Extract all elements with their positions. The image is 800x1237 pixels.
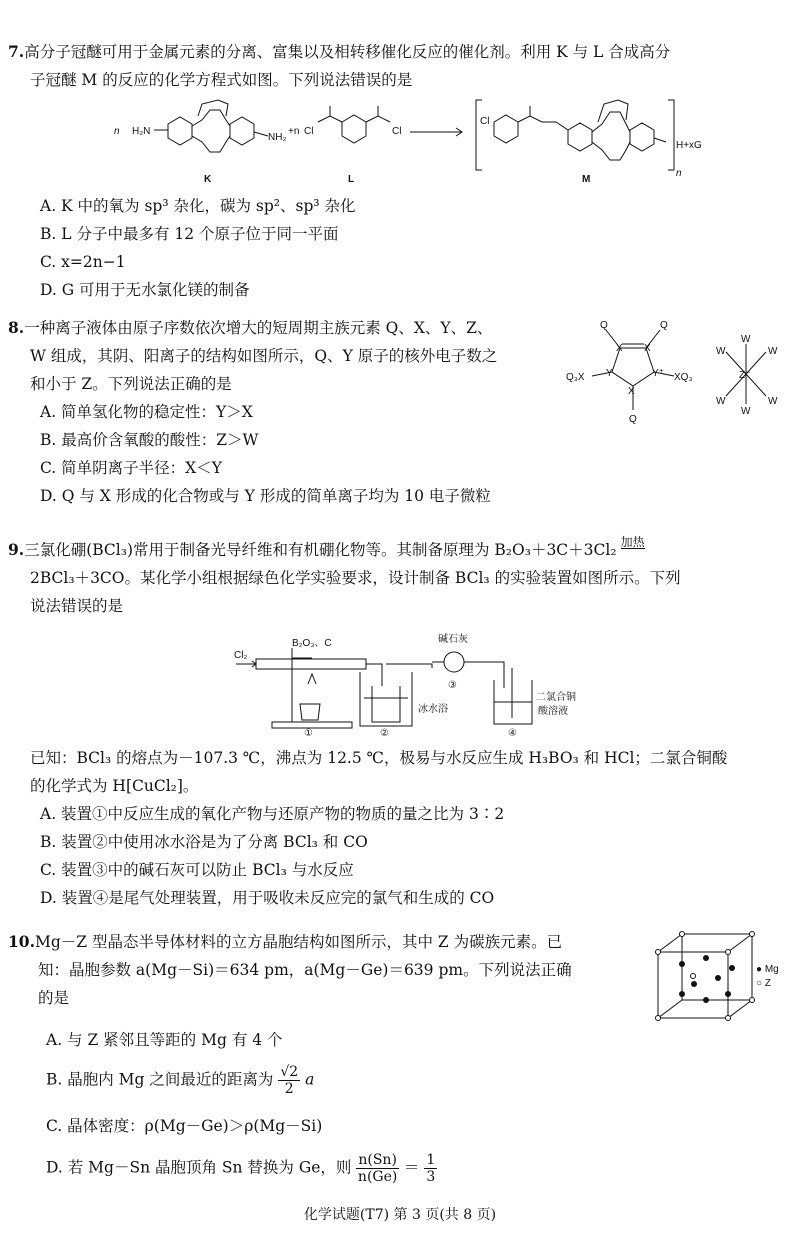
compound-label-l: L [348,174,355,185]
option-a: A. 简单氢化物的稳定性：Y＞X [40,403,253,421]
atom-label: W [716,396,726,407]
option-c: C. 晶体密度：ρ(Mg－Ge)＞ρ(Mg－Si) [46,1117,323,1135]
atom-label: W [741,406,751,417]
question-9-known [8,744,788,912]
page-footer: 化学试题(T7) 第 3 页(共 8 页) [303,1207,497,1223]
compound-label-m: M [582,174,591,185]
condition-label: 加热 [620,535,645,549]
option-d: D. G 可用于无水氯化镁的制备 [40,281,250,299]
apparatus-number: ③ [448,680,457,691]
repeat-label: n [676,168,682,179]
apparatus-number: ④ [508,728,517,738]
question-stem: 2BCl₃＋3CO。某化学小组根据绿色化学实验要求，设计制备 BCl₃ 的实验装置如图所示。下列 [30,569,681,587]
atom-label: Z⁻ [739,370,751,381]
chlorine-label: Cl [480,116,490,127]
ice-bath-label: 冰水浴 [418,704,448,715]
option-b: B. 最高价含氧酸的酸性：Z＞W [40,431,259,449]
question-stem: 一种离子液体由原子序数依次增大的短周期主族元素 Q、X、Y、Z、 [24,319,493,337]
amine-label: H₂N [132,126,151,137]
option-a: A. 装置①中反应生成的氧化产物与还原产物的物质的量之比为 3∶2 [40,805,505,823]
amine-label: NH₂ [268,132,287,143]
option-d: D. 装置④是尾气处理装置，用于吸收未反应完的氯气和生成的 CO [40,889,495,907]
soda-lime-label: 碱石灰 [438,634,468,645]
solution-label: 酸溶液 [538,706,568,717]
question-9 [8,536,788,620]
chlorine-label: Cl [304,126,314,137]
legend-z: ○ Z [756,978,771,989]
atom-label: X [628,386,635,397]
question-stem: 高分子冠醚可用于金属元素的分离、富集以及相转移催化反应的催化剂。利用 K 与 L 合成高分 [24,43,671,61]
question-stem: 和小于 Z。下列说法正确的是 [30,375,232,393]
question-number: 8. [8,318,25,337]
question-7-options [8,192,788,304]
atom-label: W [741,334,751,345]
compound-label-k: K [204,174,212,185]
atom-label: Q [600,320,608,331]
atom-label: W [768,346,778,357]
question-stem: 的是 [38,989,70,1007]
option-b: B. L 分子中最多有 12 个原子位于同一平面 [40,225,339,243]
byproduct-label: H+xG [676,140,702,151]
coefficient-label: n [114,126,120,137]
solution-label: 二氯合铜 [536,692,576,703]
option-c: C. 简单阴离子半径：X＜Y [40,459,222,477]
option-a: A. K 中的氧为 sp³ 杂化，碳为 sp²、sp³ 杂化 [40,197,356,215]
question-10-options [8,1026,788,1054]
reaction-scheme-figure [110,94,710,194]
coefficient-label: +n [288,126,300,137]
atom-label: X [644,343,651,354]
question-number: 9. [8,540,25,559]
legend-mg: ● Mg [756,964,779,975]
option-c: C. 装置③中的碱石灰可以防止 BCl₃ 与水反应 [40,861,354,879]
reagent-label: B₂O₃、C [292,638,332,649]
fraction: $\frac{n(Sn)}{n(Ge)}$ [357,1152,398,1185]
ionic-liquid-structure-figure [564,314,790,442]
atom-label: Q [660,320,668,331]
option-a: A. 与 Z 紧邻且等距的 Mg 有 4 个 [46,1031,283,1049]
atom-label: Q [629,414,637,425]
question-stem: Mg－Z 型晶态半导体材料的立方晶胞结构如图所示，其中 Z 为碳族元素。已 [34,933,563,951]
atom-label: Y⁺ [652,368,664,379]
question-stem: 知：晶胞参数 a(Mg－Si)＝634 pm，a(Mg－Ge)＝639 pm。下列说法正确 [38,961,572,979]
crystal-cell-figure [652,928,792,1028]
atom-label: W [768,396,778,407]
chlorine-label: Cl [392,126,402,137]
atom-label: W [716,346,726,357]
gas-label: Cl₂ [234,650,248,661]
atom-label: Y [606,368,613,379]
question-number: 7. [8,42,25,61]
apparatus-figure [232,628,592,742]
option-d: D. Q 与 X 形成的化合物或与 Y 形成的简单离子均为 10 电子微粒 [40,487,491,505]
apparatus-number: ① [304,728,313,738]
question-stem: 子冠醚 M 的反应的化学方程式如图。下列说法错误的是 [30,71,413,89]
group-label: Q₃X [566,372,585,383]
apparatus-number: ② [380,728,389,738]
question-stem: 说法错误的是 [30,597,124,615]
question-7 [8,38,788,94]
atom-label: X [616,343,623,354]
question-stem: 三氯化硼(BCl₃)常用于制备光导纤维和有机硼化物等。其制备原理为 B₂O₃＋3C＋3Cl₂ [24,541,617,559]
group-label: XQ₃ [674,372,693,383]
option-d: D. 若 Mg－Sn 晶胞顶角 Sn 替换为 Ge，则 $\frac{n(Sn)}{n(Ge)}$ ＝ $\frac{1}{3}$ [46,1152,436,1185]
option-b: B. 晶胞内 Mg 之间最近的距离为 $\frac{√2}{2}$ a [46,1064,315,1097]
fraction: $\frac{1}{3}$ [426,1152,436,1185]
question-number: 10. [8,932,35,951]
fraction: $\frac{√2}{2}$ [280,1064,299,1097]
option-c: C. x=2n−1 [40,253,126,271]
known-text: 已知：BCl₃ 的熔点为－107.3 ℃，沸点为 12.5 ℃，极易与水反应生成 H₃BO₃ 和 HCl；二氯合铜酸 [30,749,728,767]
option-b: B. 装置②中使用冰水浴是为了分离 BCl₃ 和 CO [40,833,368,851]
question-stem: W 组成，其阴、阳离子的结构如图所示，Q、Y 原子的核外电子数之 [30,347,498,365]
known-text: 的化学式为 H[CuCl₂]。 [30,777,199,795]
